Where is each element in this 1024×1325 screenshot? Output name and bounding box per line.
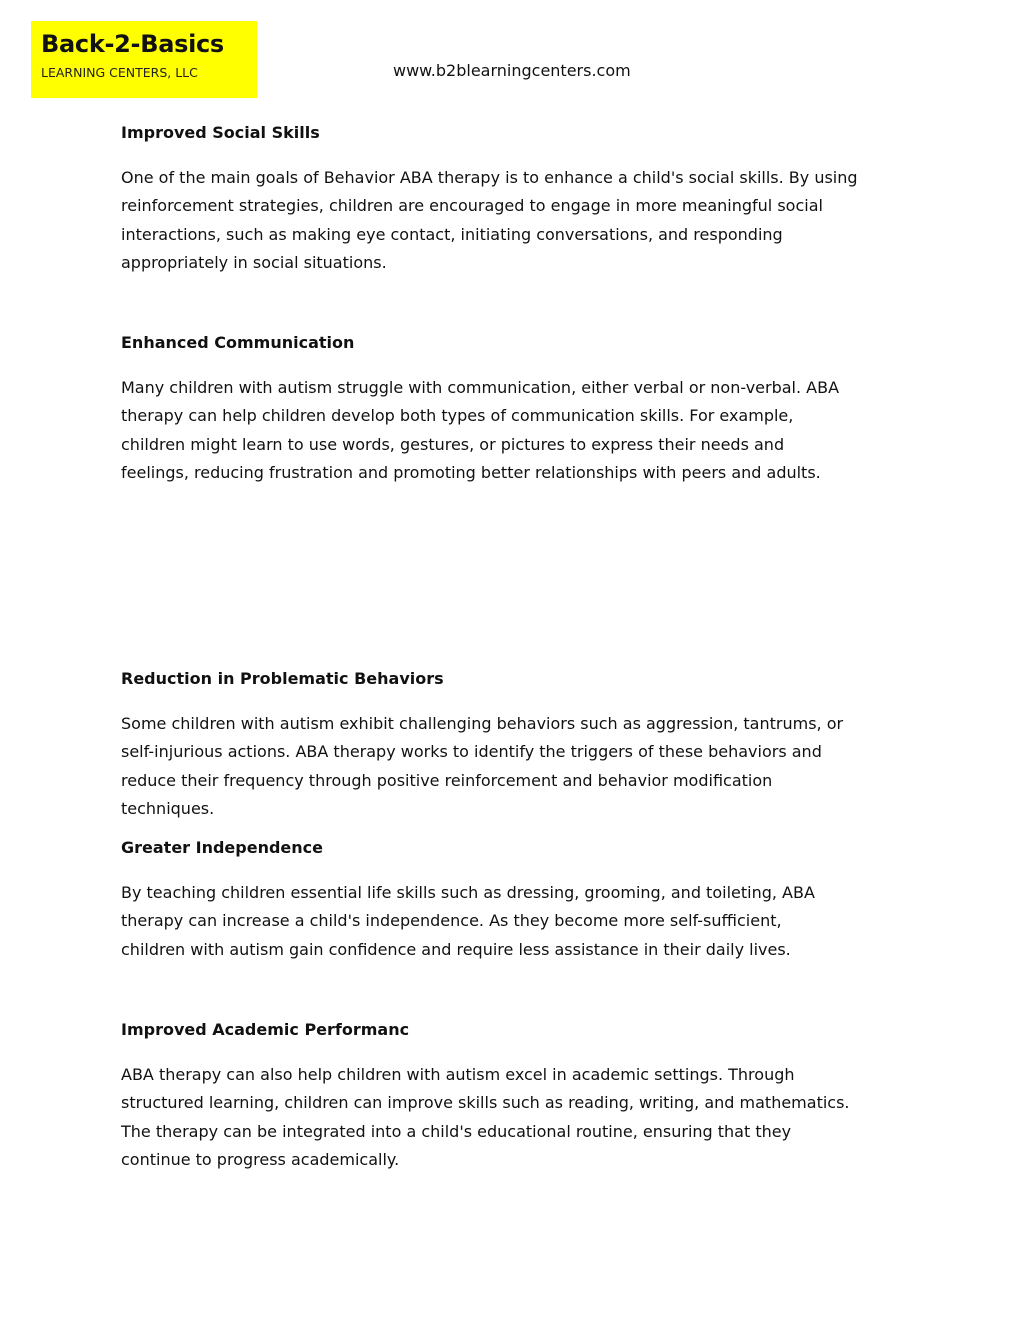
paragraph-line: children might learn to use words, gestures, or pictures to express their needs and (121, 434, 785, 454)
section-heading: Improved Academic Performanc (121, 1020, 410, 1039)
paragraph-line: Some children with autism exhibit challenging behaviors such as aggression, tantrums, or (121, 714, 844, 733)
logo-title: Back-2-Basics (41, 30, 224, 58)
paragraph-line: ABA therapy can also help children with autism excel in academic settings. Through (121, 1065, 795, 1084)
paragraph-line: By teaching children essential life skills such as dressing, grooming, and toileting, ABA (121, 883, 815, 902)
paragraph-line: feelings, reducing frustration and promoting better relationships with peers and adults. (121, 463, 821, 483)
section-heading: Reduction in Problematic Behaviors (121, 669, 444, 688)
logo-subtitle: LEARNING CENTERS, LLC (41, 65, 198, 80)
section-paragraph (121, 374, 911, 488)
section-greater-independence (121, 837, 911, 964)
section-paragraph (121, 879, 911, 964)
website-url: www.b2blearningcenters.com (393, 61, 631, 80)
paragraph-line: interactions, such as making eye contact, initiating conversations, and responding (121, 224, 783, 244)
paragraph-line: structured learning, children can improve skills such as reading, writing, and mathematics. (121, 1093, 850, 1113)
paragraph-line: reduce their frequency through positive reinforcement and behavior modification (121, 770, 773, 790)
section-paragraph (121, 710, 911, 824)
paragraph-line: therapy can help children develop both types of communication skills. For example, (121, 406, 794, 426)
section-improved-academic-performance (121, 1019, 911, 1175)
paragraph-line: therapy can increase a child's independence. As they become more self-sufficient, (121, 911, 782, 931)
section-improved-social-skills (121, 122, 911, 278)
section-paragraph (121, 1061, 911, 1175)
paragraph-line: The therapy can be integrated into a child's educational routine, ensuring that they (121, 1121, 792, 1141)
paragraph-line: appropriately in social situations. (121, 253, 387, 273)
section-enhanced-communication (121, 332, 911, 488)
section-reduction-in-problematic-behaviors (121, 668, 911, 824)
paragraph-line: continue to progress academically. (121, 1150, 400, 1170)
paragraph-line: reinforcement strategies, children are encouraged to engage in more meaningful social (121, 196, 823, 216)
paragraph-line: techniques. (121, 799, 215, 819)
section-heading: Enhanced Communication (121, 333, 355, 352)
paragraph-line: Many children with autism struggle with communication, either verbal or non-verbal. ABA (121, 378, 840, 397)
section-paragraph (121, 164, 911, 278)
company-logo (31, 21, 257, 98)
section-heading: Greater Independence (121, 838, 324, 857)
paragraph-line: One of the main goals of Behavior ABA therapy is to enhance a child's social skills. By using (121, 168, 858, 187)
section-heading: Improved Social Skills (121, 123, 320, 142)
paragraph-line: children with autism gain confidence and require less assistance in their daily lives. (121, 939, 791, 959)
paragraph-line: self-injurious actions. ABA therapy works to identify the triggers of these behaviors and (121, 742, 822, 762)
